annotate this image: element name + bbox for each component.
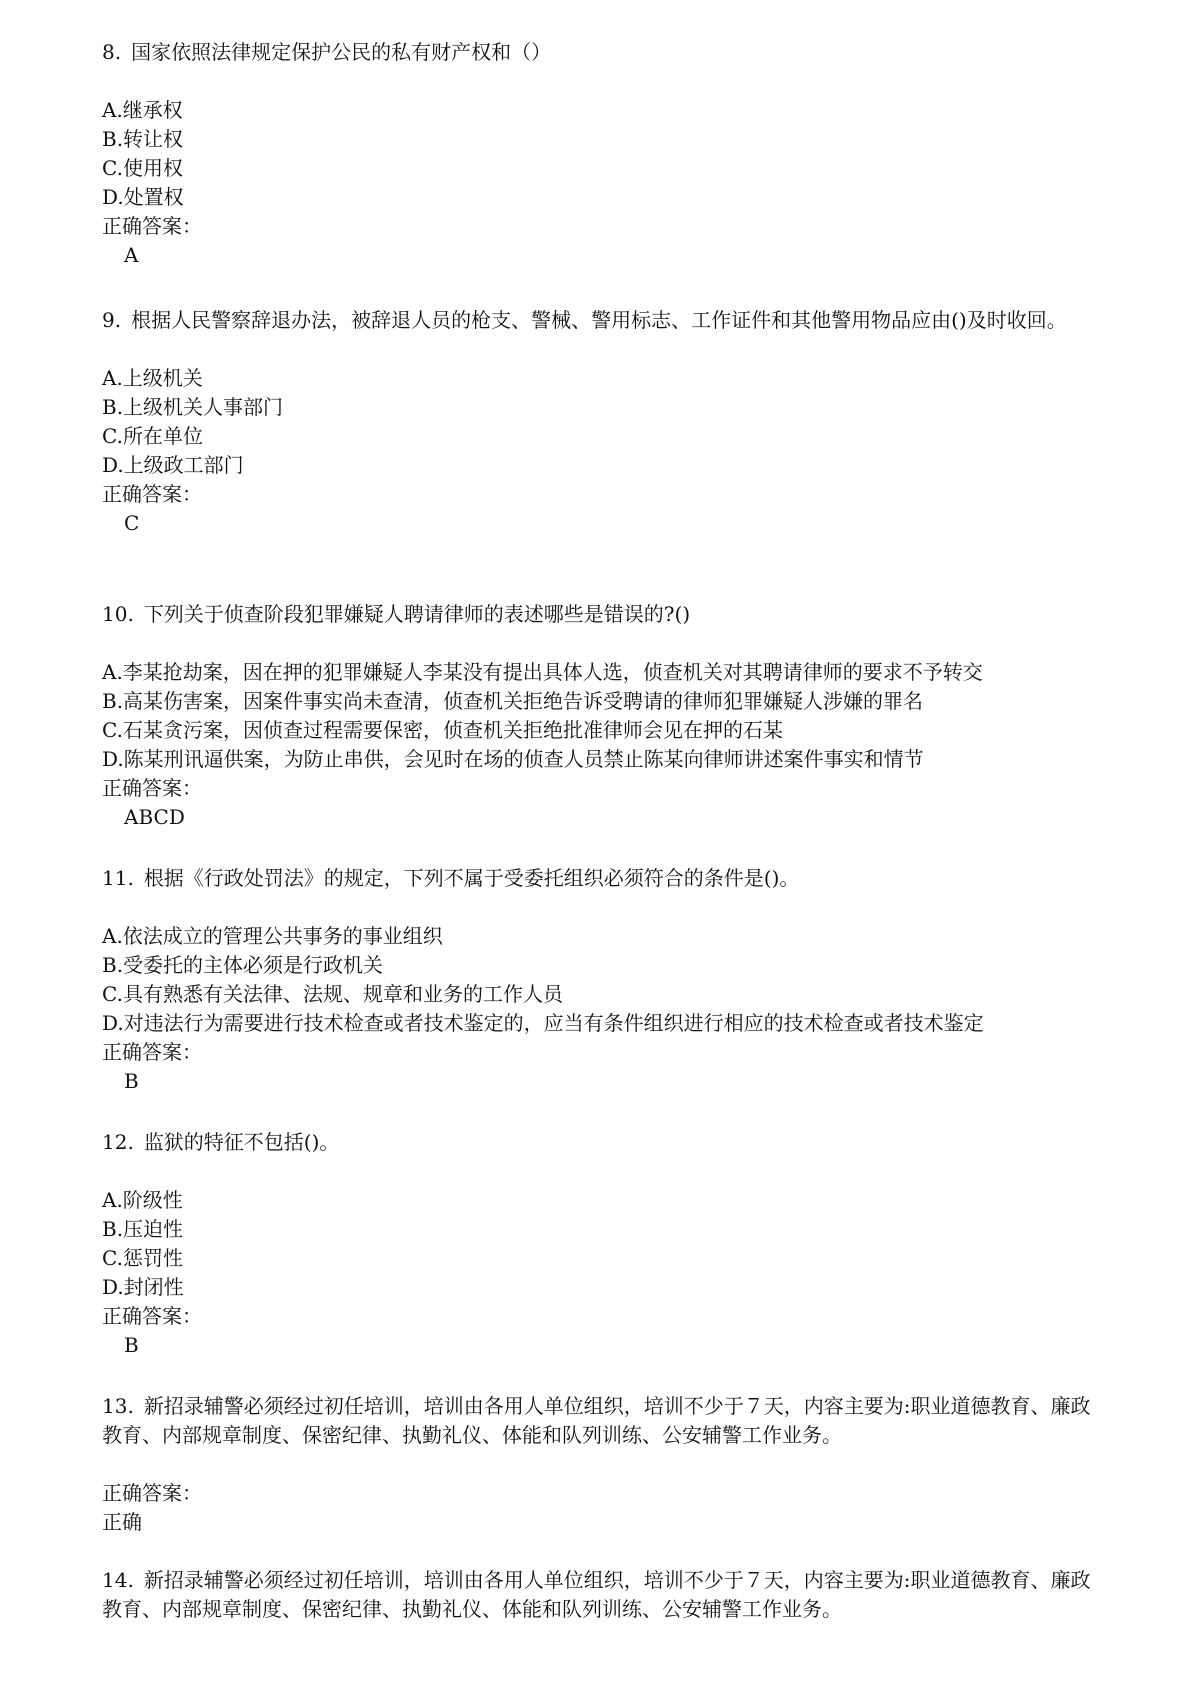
answer-label: 正确答案：: [102, 214, 202, 238]
question-number: 8.: [102, 40, 122, 64]
option-b: B.压迫性: [102, 1217, 184, 1241]
options-list: [102, 922, 1102, 1038]
option-c: C.使用权: [102, 156, 183, 180]
option-b: B.高某伤害案，因案件事实尚未查清，侦查机关拒绝告诉受聘请的律师犯罪嫌疑人涉嫌的罪名: [102, 689, 924, 713]
question-text: 新招录辅警必须经过初任培训，培训由各用人单位组织，培训不少于７天，内容主要为:职业道德教育、廉政教育、内部规章制度、保密纪律、执勤礼仪、体能和队列训练、公安辅警工作业务。: [102, 1394, 1091, 1447]
question-text: 监狱的特征不包括()。: [143, 1130, 340, 1154]
option-d: D.处置权: [102, 185, 184, 209]
question-text: 新招录辅警必须经过初任培训，培训由各用人单位组织，培训不少于７天，内容主要为:职业道德教育、廉政教育、内部规章制度、保密纪律、执勤礼仪、体能和队列训练、公安辅警工作业务。: [102, 1568, 1091, 1621]
answer-value: B: [124, 1069, 139, 1093]
options-list: [102, 1186, 1102, 1302]
option-b: B.转让权: [102, 127, 184, 151]
answer-value: B: [124, 1333, 139, 1357]
option-a: A.阶级性: [102, 1188, 183, 1212]
question-8: [102, 38, 1102, 270]
option-a: A.依法成立的管理公共事务的事业组织: [102, 924, 443, 948]
option-d: D.对违法行为需要进行技术检查或者技术鉴定的，应当有条件组织进行相应的技术检查或者技术鉴定: [102, 1011, 984, 1035]
question-text: 根据人民警察辞退办法，被辞退人员的枪支、警械、警用标志、工作证件和其他警用物品应由()及时收回。: [131, 308, 1067, 332]
answer-value: 正确: [102, 1510, 142, 1534]
question-9: [102, 306, 1102, 538]
option-b: B.受委托的主体必须是行政机关: [102, 953, 384, 977]
option-c: C.惩罚性: [102, 1246, 183, 1270]
answer-label: 正确答案：: [102, 1304, 202, 1328]
answer-label: 正确答案：: [102, 482, 202, 506]
answer-value: A: [124, 243, 139, 267]
question-number: 10.: [102, 602, 134, 626]
question-text: 下列关于侦查阶段犯罪嫌疑人聘请律师的表述哪些是错误的?(): [143, 602, 691, 626]
answer-label: 正确答案：: [102, 1040, 202, 1064]
answer-value: C: [124, 511, 140, 535]
question-11: [102, 864, 1102, 1096]
question-10: [102, 600, 1102, 832]
question-text: 国家依照法律规定保护公民的私有财产权和（）: [131, 40, 552, 64]
option-c: C.具有熟悉有关法律、法规、规章和业务的工作人员: [102, 982, 563, 1006]
option-c: C.所在单位: [102, 424, 203, 448]
option-b: B.上级机关人事部门: [102, 395, 284, 419]
option-d: D.封闭性: [102, 1275, 184, 1299]
question-12: [102, 1128, 1102, 1360]
option-d: D.陈某刑讯逼供案，为防止串供，会见时在场的侦查人员禁止陈某向律师讲述案件事实和情节: [102, 747, 924, 771]
option-a: A.上级机关: [102, 366, 203, 390]
question-14: [102, 1566, 1102, 1624]
option-c: C.石某贪污案，因侦查过程需要保密，侦查机关拒绝批准律师会见在押的石某: [102, 718, 783, 742]
option-a: A.李某抢劫案，因在押的犯罪嫌疑人李某没有提出具体人选，侦查机关对其聘请律师的要求不予转交: [102, 660, 983, 684]
question-number: 9.: [102, 308, 122, 332]
option-a: A.继承权: [102, 98, 183, 122]
options-list: [102, 364, 1102, 480]
question-13: [102, 1392, 1102, 1537]
options-list: [102, 658, 1102, 774]
answer-label: 正确答案：: [102, 776, 202, 800]
answer-label: 正确答案：: [102, 1481, 202, 1505]
question-number: 12.: [102, 1130, 134, 1154]
option-d: D.上级政工部门: [102, 453, 244, 477]
question-text: 根据《行政处罚法》的规定，下列不属于受委托组织必须符合的条件是()。: [143, 866, 800, 890]
answer-block: [102, 1479, 1102, 1537]
question-number: 14.: [102, 1568, 134, 1592]
question-number: 11.: [102, 866, 134, 890]
options-list: [102, 96, 1102, 212]
answer-value: ABCD: [124, 805, 185, 829]
question-number: 13.: [102, 1394, 134, 1418]
